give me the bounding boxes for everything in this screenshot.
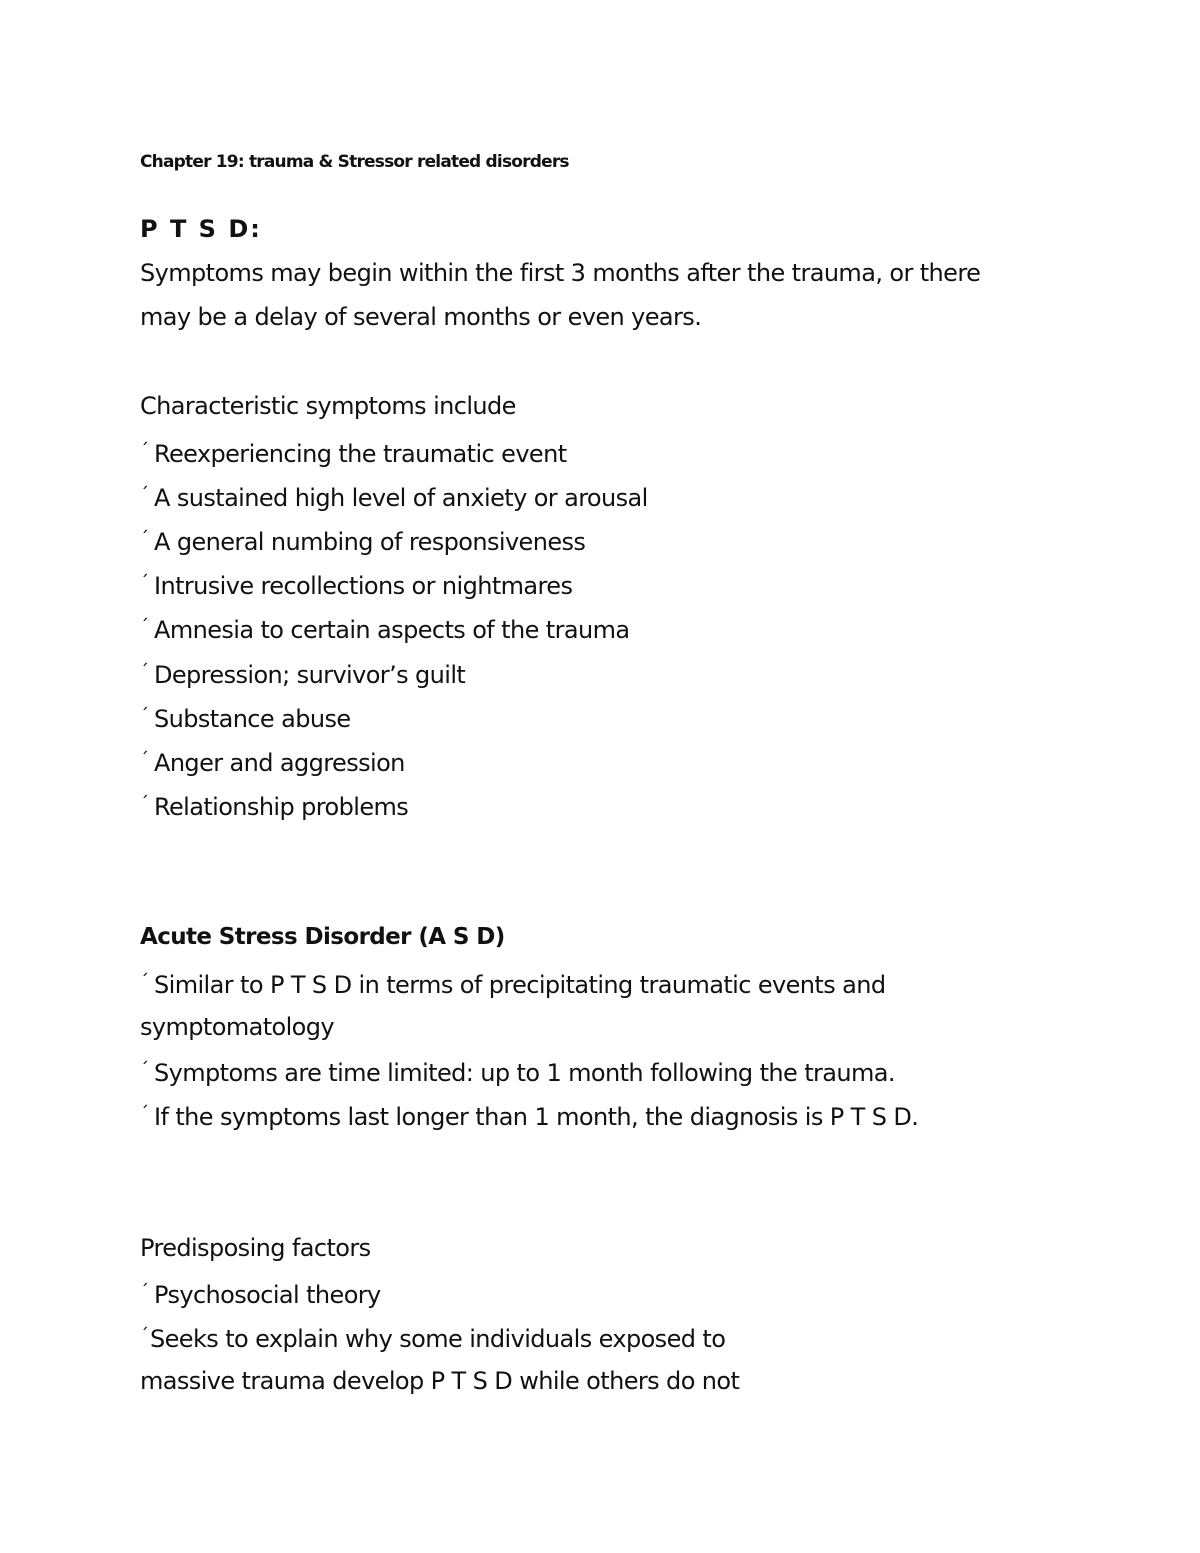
bullet-mark: ´	[140, 793, 149, 814]
list-item	[140, 789, 408, 822]
list-item-text: Symptoms are time limited: up to 1 month following the trauma.	[154, 1059, 895, 1087]
list-item	[140, 745, 405, 778]
factors-heading: Predisposing factors	[140, 1234, 371, 1262]
list-item	[140, 1321, 725, 1354]
ptsd-intro-line-1: Symptoms may begin within the first 3 months after the trauma, or there	[140, 259, 981, 287]
list-item-continuation: massive trauma develop P T S D while others do not	[140, 1367, 740, 1395]
list-item	[140, 657, 465, 690]
bullet-mark: ´	[140, 1103, 149, 1124]
bullet-mark: ´	[140, 1059, 149, 1080]
ptsd-intro-line-2: may be a delay of several months or even years.	[140, 303, 702, 331]
list-item-text: Amnesia to certain aspects of the trauma	[154, 616, 630, 644]
list-item-text: If the symptoms last longer than 1 month, the diagnosis is P T S D.	[154, 1103, 919, 1131]
list-item	[140, 1055, 895, 1088]
list-item	[140, 1277, 381, 1310]
list-item-text: Anger and aggression	[154, 749, 405, 777]
list-item	[140, 612, 629, 645]
bullet-mark: ´	[140, 1325, 149, 1346]
list-item-text: Reexperiencing the traumatic event	[154, 440, 567, 468]
bullet-mark: ´	[140, 440, 149, 461]
list-item-text: A general numbing of responsiveness	[154, 528, 586, 556]
ptsd-heading: P T S D:	[140, 215, 262, 243]
page-title: Chapter 19: trauma & Stressor related disorders	[140, 152, 569, 172]
bullet-mark: ´	[140, 484, 149, 505]
bullet-mark: ´	[140, 528, 149, 549]
list-item	[140, 568, 572, 601]
bullet-mark: ´	[140, 572, 149, 593]
list-item	[140, 524, 585, 557]
bullet-mark: ´	[140, 661, 149, 682]
list-item	[140, 1099, 918, 1132]
list-item-continuation: symptomatology	[140, 1013, 334, 1041]
list-item-text: Psychosocial theory	[154, 1281, 381, 1309]
list-item-text: Seeks to explain why some individuals exposed to	[150, 1325, 726, 1353]
list-item	[140, 701, 351, 734]
symptoms-heading: Characteristic symptoms include	[140, 392, 516, 420]
list-item	[140, 967, 886, 1000]
bullet-mark: ´	[140, 616, 149, 637]
list-item-text: Intrusive recollections or nightmares	[154, 572, 573, 600]
list-item	[140, 436, 567, 469]
list-item-text: Depression; survivor’s guilt	[154, 661, 466, 689]
list-item-text: Relationship problems	[154, 793, 409, 821]
bullet-mark: ´	[140, 1281, 149, 1302]
list-item-text: Similar to P T S D in terms of precipitating traumatic events and	[154, 971, 886, 999]
bullet-mark: ´	[140, 705, 149, 726]
list-item-text: A sustained high level of anxiety or arousal	[154, 484, 648, 512]
bullet-mark: ´	[140, 971, 149, 992]
asd-heading: Acute Stress Disorder (A S D)	[140, 924, 505, 950]
list-item-text: Substance abuse	[154, 705, 351, 733]
list-item	[140, 480, 648, 513]
bullet-mark: ´	[140, 749, 149, 770]
